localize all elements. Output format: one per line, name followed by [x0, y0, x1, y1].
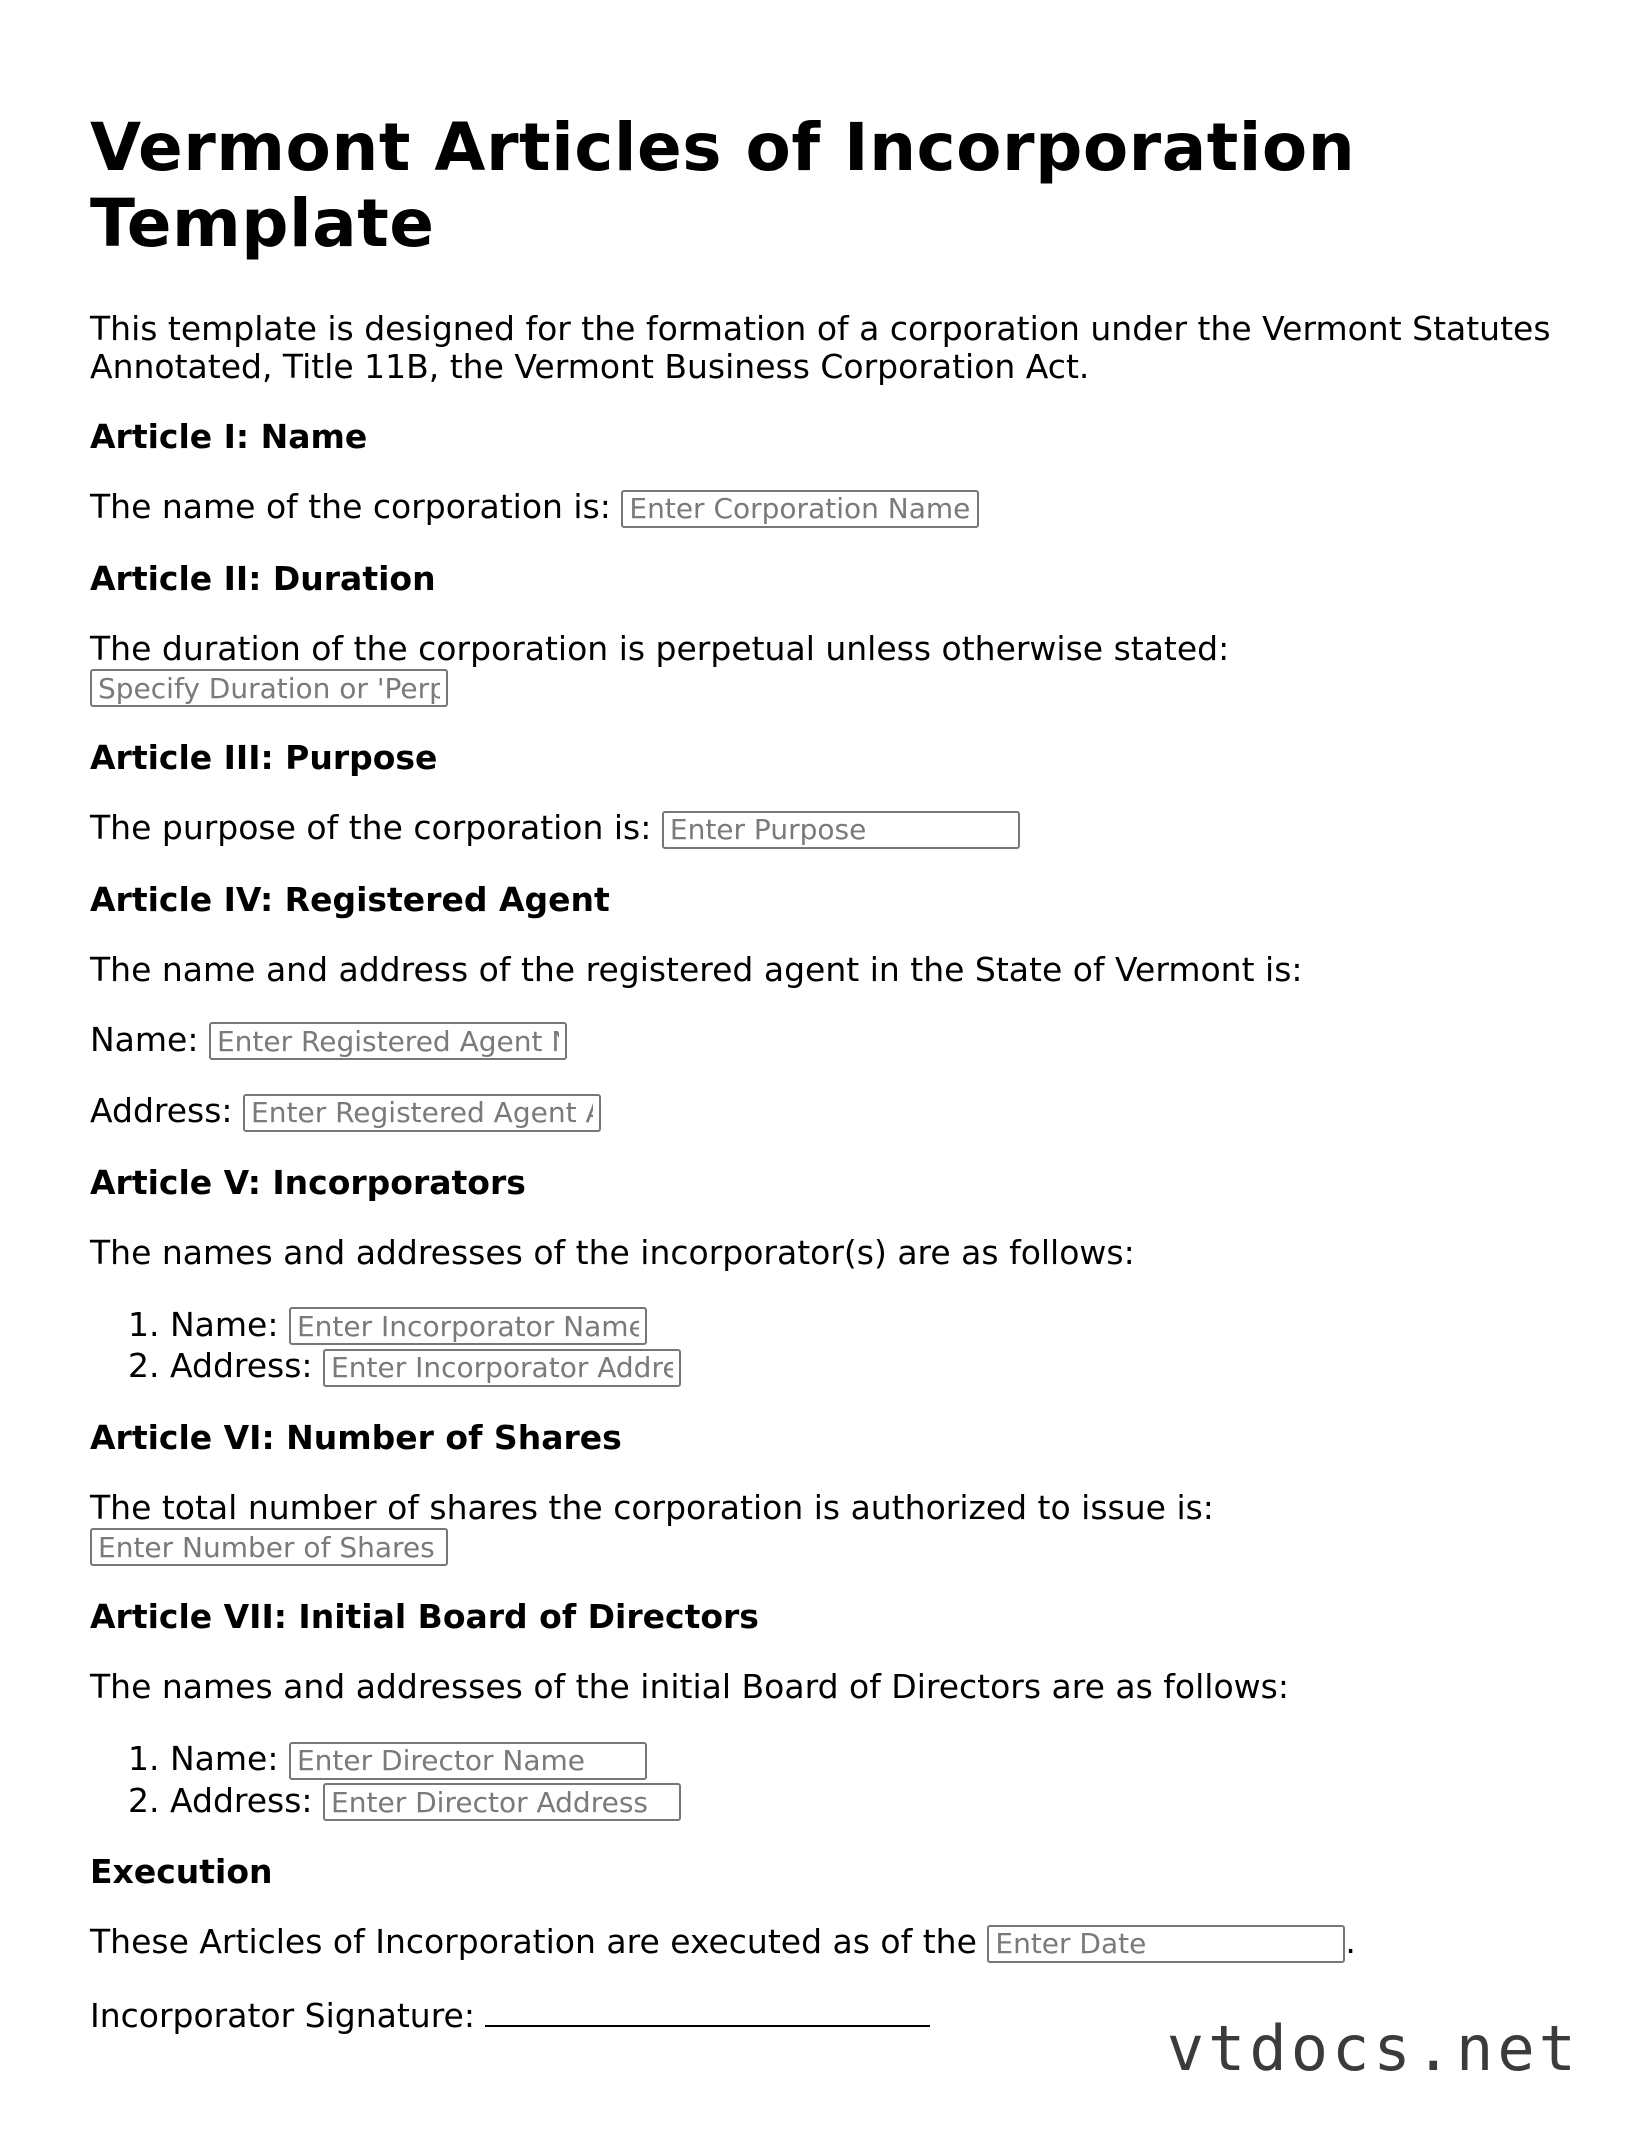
registered-agent-name-label: Name:: [90, 1019, 199, 1059]
article-6-heading: Article VI: Number of Shares: [90, 1417, 622, 1457]
director-list: [90, 1738, 1570, 1821]
page-title: Vermont Articles of Incorporation Template: [90, 109, 1356, 262]
article-1-label: The name of the corporation is:: [90, 487, 611, 526]
article-5-heading: Article V: Incorporators: [90, 1162, 526, 1202]
article-5-text: The names and addresses of the incorporator(s) are as follows:: [90, 1232, 1135, 1272]
signature-label: Incorporator Signature:: [90, 1995, 475, 2035]
number-of-shares-input[interactable]: [90, 1528, 448, 1566]
article-7-text: The names and addresses of the initial Board of Directors are as follows:: [90, 1667, 1289, 1706]
list-item: [170, 1345, 1570, 1387]
article-3-label: The purpose of the corporation is:: [90, 808, 652, 847]
corporation-name-input[interactable]: [621, 490, 979, 528]
intro-paragraph: This template is designed for the formation of a corporation under the Vermont Statutes Annotated, Title 11B, the Vermont Business Corporation Act.: [90, 309, 1551, 386]
article-2-label: The duration of the corporation is perpetual unless otherwise stated:: [90, 628, 1230, 668]
director-address-label: Address:: [170, 1780, 313, 1820]
duration-input[interactable]: [90, 669, 448, 707]
execution-text: [90, 1923, 1570, 1963]
registered-agent-address-row: [90, 1092, 1570, 1132]
registered-agent-name-input[interactable]: [209, 1022, 567, 1060]
incorporator-address-label: Address:: [170, 1346, 313, 1385]
article-3-heading: Article III: Purpose: [90, 738, 438, 777]
execution-period: .: [1345, 1922, 1356, 1961]
execution-label: These Articles of Incorporation are executed as of the: [90, 1922, 977, 1961]
incorporator-name-label: Name:: [170, 1304, 279, 1344]
article-2-text: [90, 630, 1570, 708]
article-6-text: [90, 1489, 1570, 1567]
article-3-text: [90, 809, 1570, 849]
list-item: [170, 1304, 1570, 1346]
article-1-heading: Article I: Name: [90, 417, 368, 456]
execution-heading: Execution: [90, 1852, 273, 1891]
article-1-text: [90, 488, 1570, 528]
registered-agent-address-input[interactable]: [243, 1094, 601, 1132]
incorporator-name-input[interactable]: [289, 1307, 647, 1345]
director-name-input[interactable]: [289, 1742, 647, 1780]
incorporator-address-input[interactable]: [323, 1349, 681, 1387]
article-6-label: The total number of shares the corporation is authorized to issue is:: [90, 1487, 1214, 1527]
article-4-heading: Article IV: Registered Agent: [90, 879, 610, 919]
incorporator-list: [90, 1304, 1570, 1387]
purpose-input[interactable]: [662, 811, 1020, 849]
article-2-heading: Article II: Duration: [90, 558, 436, 598]
list-item: [170, 1738, 1570, 1780]
director-name-label: Name:: [170, 1739, 279, 1778]
article-7-heading: Article VII: Initial Board of Directors: [90, 1597, 759, 1636]
registered-agent-name-row: [90, 1021, 1570, 1061]
watermark: vtdocs.net: [1166, 2012, 1580, 2085]
registered-agent-address-label: Address:: [90, 1091, 233, 1130]
list-item: [170, 1780, 1570, 1822]
director-address-input[interactable]: [323, 1783, 681, 1821]
document-page: [90, 110, 1570, 2067]
article-4-text: The name and address of the registered agent in the State of Vermont is:: [90, 949, 1303, 989]
signature-line[interactable]: [485, 1995, 930, 2027]
execution-date-input[interactable]: [987, 1925, 1345, 1963]
